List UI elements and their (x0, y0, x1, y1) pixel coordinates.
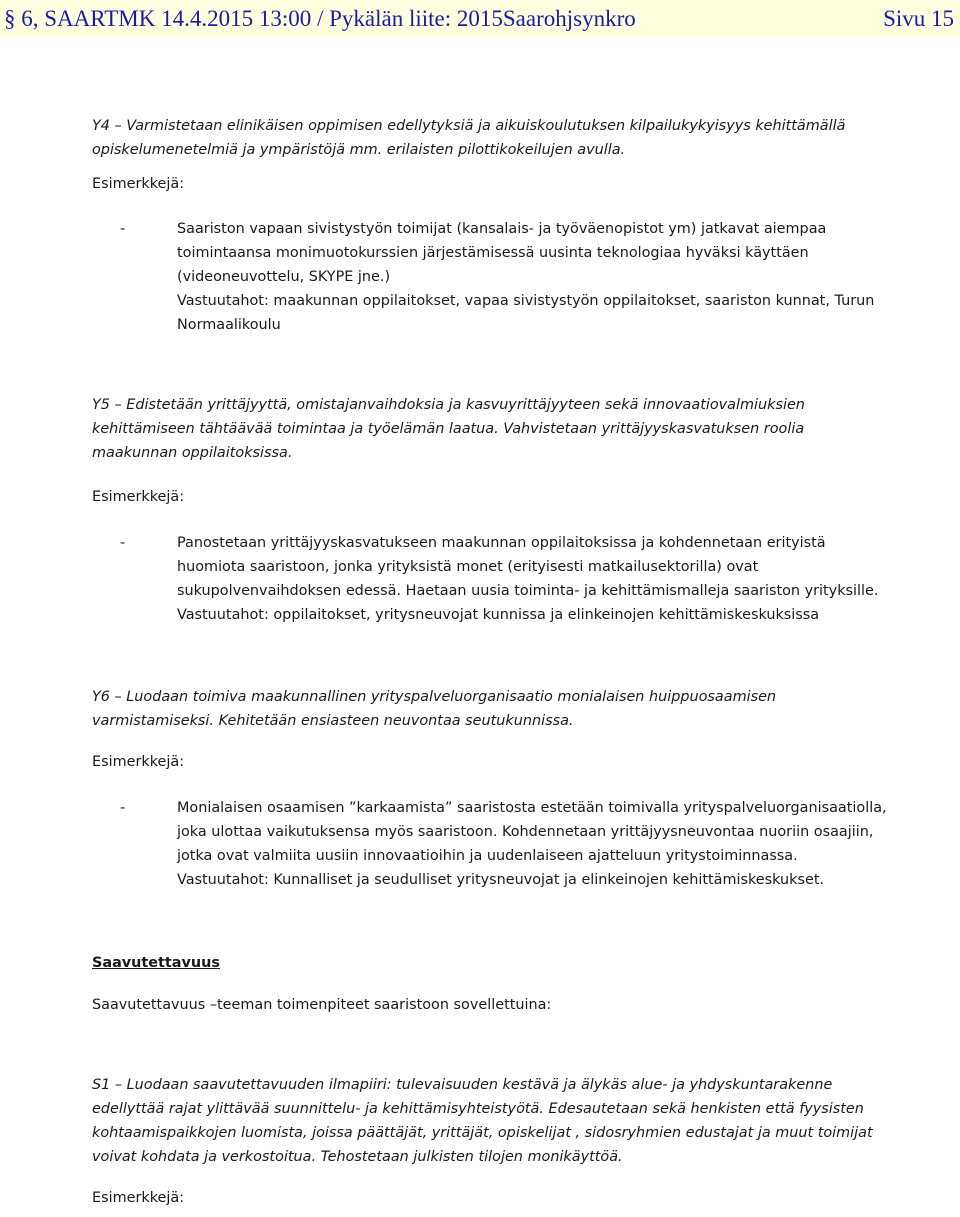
y4-title: Y4 – Varmistetaan elinikäisen oppimisen edellytyksiä ja aikuiskoulutuksen kilpailukykyisyys kehittämällä opiskelumenetelmiä ja ympäristöjä mm. erilaisten pilottikokeilujen avulla. (92, 118, 846, 158)
y6-title: Y6 – Luodaan toimiva maakunnallinen yrityspalveluorganisaatio monialaisen huippuosaamisen varmistamiseksi. Kehitetään ensiasteen neuvontaa seutukunnissa. (92, 689, 777, 729)
saavutettavuus-heading: Saavutettavuus (92, 955, 220, 971)
y5-title: Y5 – Edistetään yrittäjyyttä, omistajanvaihdoksia ja kasvuyrittäjyyteen sekä innovaatiovalmiuksien kehittämiseen tähtäävää toimintaa ja työelämän laatua. Vahvistetaan yrittäjyyskasvatuksen roolia maakunnan oppilaitoksissa. (92, 397, 805, 461)
header-document-reference: § 6, SAARTMK 14.4.2015 13:00 / Pykälän liite: 2015Saarohjsynkro (4, 6, 636, 31)
saavutettavuus-intro: Saavutettavuus –teeman toimenpiteet saaristoon sovellettuina: (92, 997, 552, 1013)
y4-bullet (120, 217, 892, 337)
y4-bullet-text: Saariston vapaan sivistystyön toimijat (kansalais- ja työväenopistot ym) jatkavat aiempaa toimintaansa monimuotokurssien järjestämisessä uusinta teknologiaa hyväksi käyttäen (videoneuvottelu, SKYPE jne.) (177, 221, 827, 285)
s1-examples-label: Esimerkkejä: (92, 1190, 185, 1206)
y4-examples-label: Esimerkkejä: (92, 176, 185, 192)
y5-responsible: Vastuutahot: oppilaitokset, yritysneuvojat kunnissa ja elinkeinojen kehittämiskeskuksissa (177, 607, 820, 623)
y4-responsible: Vastuutahot: maakunnan oppilaitokset, vapaa sivistystyön oppilaitokset, saariston kunnat, Turun Normaalikoulu (177, 293, 875, 333)
y5-bullet-text: Panostetaan yrittäjyyskasvatukseen maakunnan oppilaitoksissa ja kohdennetaan erityistä huomiota saaristoon, jonka yrityksistä monet (erityisesti matkailusektorilla) ovat sukupolvenvaihdoksen edessä. Haetaan uusia toiminta- ja kehittämismalleja saariston yrityksille. (177, 535, 879, 599)
y6-bullet (120, 796, 892, 892)
y6-responsible: Vastuutahot: Kunnalliset ja seudulliset yritysneuvojat ja elinkeinojen kehittämiskeskukset. (177, 872, 825, 888)
s1-title: S1 – Luodaan saavutettavuuden ilmapiiri: tulevaisuuden kestävä ja älykäs alue- ja yhdyskuntarakenne edellyttää rajat ylittävää suunnittelu- ja kehittämisyhteistyötä. Edesautetaan sekä henkisten että fyysisten kohtaamispaikkojen luomista, joissa päättäjät, yrittäjät, opiskelijat , sidosryhmien edustajat ja muut toimijat voivat kohdata ja verkostoitua. Tehostetaan julkisten tilojen monikäyttöä. (92, 1077, 873, 1165)
page-header (0, 0, 960, 38)
bullet-dash: - (120, 221, 126, 237)
document-body (92, 114, 892, 1210)
bullet-dash: - (120, 800, 126, 816)
bullet-dash: - (120, 535, 126, 551)
y5-bullet (120, 531, 892, 627)
y5-examples-label: Esimerkkejä: (92, 489, 185, 505)
y6-examples-label: Esimerkkejä: (92, 754, 185, 770)
y6-bullet-text: Monialaisen osaamisen ”karkaamista” saaristosta estetään toimivalla yrityspalveluorganisaatiolla, joka ulottaa vaikutuksensa myös saaristoon. Kohdennetaan yrittäjyysneuvontaa nuoriin osaajiin, jotka ovat valmiita uusiin innovaatioihin ja uudenlaiseen ajatteluun yritystoiminnassa. (177, 800, 887, 864)
header-page-number: Sivu 15 (883, 6, 954, 31)
